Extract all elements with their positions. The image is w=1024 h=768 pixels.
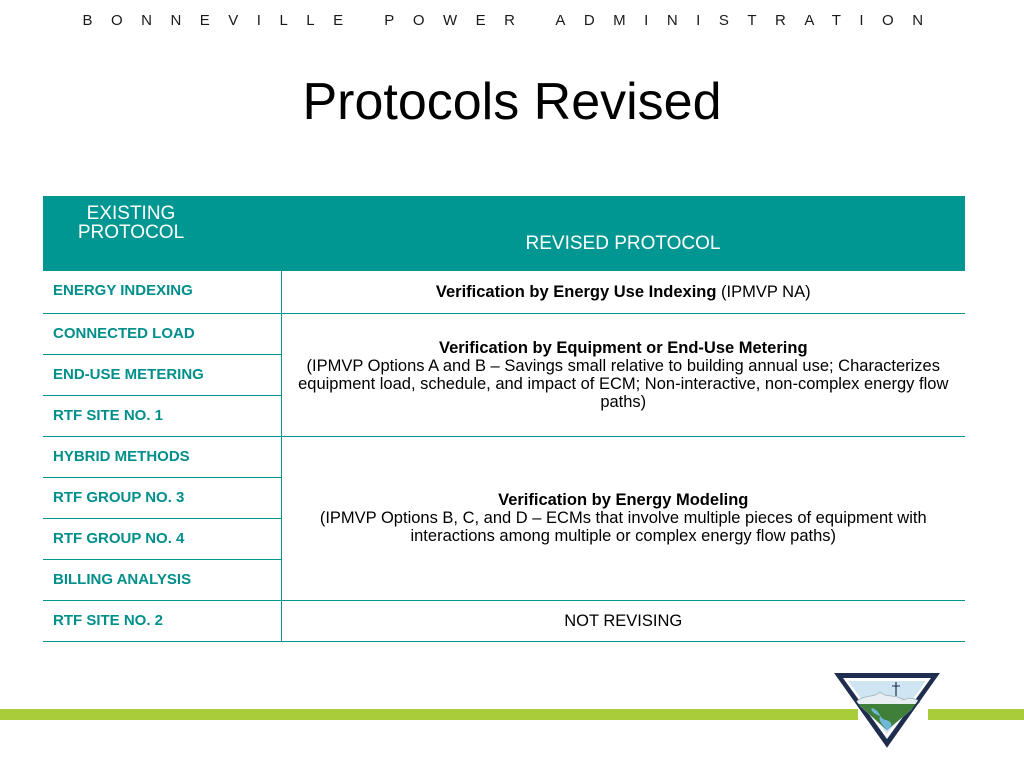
footer-accent-bar <box>0 709 858 720</box>
revised-protocol-detail: (IPMVP NA) <box>716 282 811 301</box>
bpa-logo-icon <box>834 672 940 748</box>
revised-protocol-title: Verification by Energy Modeling <box>498 491 749 509</box>
existing-protocol-cell: CONNECTED LOAD <box>43 313 281 354</box>
revised-protocol-cell-not-revising: NOT REVISING <box>281 600 965 641</box>
table-row <box>43 313 965 354</box>
footer-accent-bar-right <box>928 709 1024 720</box>
organization-header: BONNEVILLE POWER ADMINISTRATION <box>82 12 942 29</box>
revised-protocol-cell-metering <box>281 313 965 436</box>
revised-protocol-cell-modeling <box>281 436 965 600</box>
revised-protocol-title: Verification by Equipment or End-Use Metering <box>438 338 808 357</box>
table-row <box>43 271 965 313</box>
existing-protocol-cell: RTF GROUP NO. 4 <box>43 518 281 559</box>
existing-protocol-header: EXISTING PROTOCOL <box>43 196 281 271</box>
protocol-table <box>43 196 965 642</box>
existing-protocol-cell: HYBRID METHODS <box>43 436 281 477</box>
table-row <box>43 436 965 477</box>
existing-protocol-cell: RTF SITE NO. 2 <box>43 600 281 641</box>
existing-protocol-cell: ENERGY INDEXING <box>43 271 281 313</box>
table-row <box>43 600 965 641</box>
existing-protocol-cell: BILLING ANALYSIS <box>43 559 281 600</box>
revised-protocol-header: REVISED PROTOCOL <box>281 196 965 271</box>
revised-protocol-title: Verification by Energy Use Indexing <box>435 282 717 301</box>
table-header-row <box>43 196 965 271</box>
existing-protocol-cell: RTF SITE NO. 1 <box>43 395 281 436</box>
page-title: Protocols Revised <box>302 73 722 131</box>
existing-protocol-cell: END-USE METERING <box>43 354 281 395</box>
existing-protocol-cell: RTF GROUP NO. 3 <box>43 477 281 518</box>
revised-protocol-detail: (IPMVP Options B, C, and D – ECMs that involve multiple pieces of equipment with interactions among multiple or complex energy flow paths) <box>319 509 927 545</box>
revised-protocol-cell-indexing <box>281 271 965 313</box>
revised-protocol-detail: (IPMVP Options A and B – Savings small relative to building annual use; Characterizes equipment load, schedule, and impact of ECM; Non-interactive, non-complex energy flow paths) <box>298 356 949 411</box>
